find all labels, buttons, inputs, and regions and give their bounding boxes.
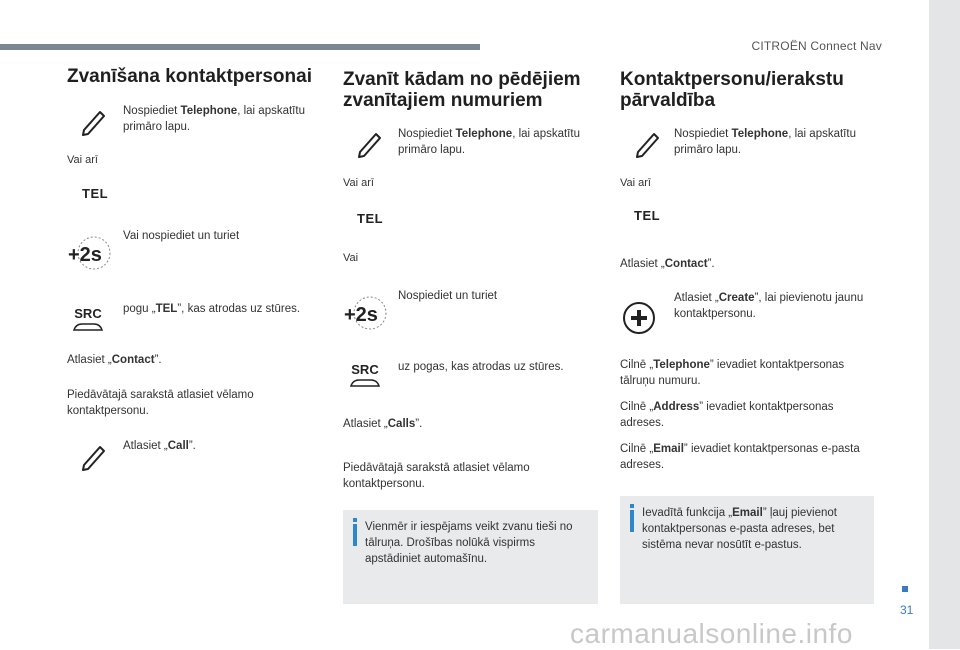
step-text: Piedāvātajā sarakstā atlasiet vēlamo kontaktpersonu.	[67, 389, 254, 417]
step-text: Nospiediet un turiet	[398, 290, 498, 302]
info-icon	[353, 518, 357, 522]
src-button-icon	[345, 362, 385, 396]
step-text: Cilnē „Telephone” ievadiet kontaktpersonas tālruņu numuru.	[620, 359, 845, 387]
info-icon-bar	[353, 524, 357, 546]
step-text: Atlasiet „Contact”.	[620, 258, 715, 270]
step-text: pogu „TEL”, kas atrodas uz stūres.	[123, 303, 301, 315]
src-label: SRC	[351, 362, 379, 377]
info-note	[343, 510, 598, 604]
brand-header: CITROËN Connect Nav	[751, 39, 882, 53]
step-text: Atlasiet „Call”.	[123, 440, 196, 452]
step-text: Cilnē „Email” ievadiet kontaktpersonas e-pasta adreses.	[620, 443, 860, 471]
tel-button-icon: TEL	[357, 211, 384, 226]
step-text: Atlasiet „Create”, lai pievienotu jaunu kontaktpersonu.	[674, 292, 864, 320]
step-text: Vai nospiediet un turiet	[123, 230, 240, 242]
section-title-call-contact: Zvanīšana kontaktpersonai	[67, 66, 312, 87]
or-label: Vai arī	[620, 177, 651, 189]
note-text: Ievadītā funkcija „Email” ļauj pievienot kontaktpersonas e-pasta adreses, bet sistēma nevar nosūtīt e-pastus.	[642, 507, 837, 551]
touch-pen-icon	[80, 106, 108, 138]
hold-2s-icon	[66, 234, 116, 272]
header-bar	[0, 44, 480, 50]
touch-pen-icon	[634, 128, 662, 160]
hold-2s-icon	[342, 294, 392, 332]
info-note	[620, 496, 874, 604]
step-text: Cilnē „Address” ievadiet kontaktpersonas adreses.	[620, 401, 834, 429]
page-marker	[902, 586, 908, 592]
section-title-manage-contacts: Kontaktpersonu/ierakstu pārvaldība	[620, 69, 844, 111]
page-side-strip	[929, 0, 960, 649]
touch-pen-icon	[80, 441, 108, 473]
page-number: 31	[900, 603, 914, 617]
or-label: Vai arī	[343, 177, 374, 189]
or-label: Vai arī	[67, 154, 98, 166]
step-text: Nospiediet Telephone, lai apskatītu primāro lapu.	[123, 105, 305, 133]
step-text: uz pogas, kas atrodas uz stūres.	[398, 361, 564, 373]
src-label: SRC	[74, 306, 102, 321]
steering-key-icon	[349, 378, 381, 388]
step-text: Nospiediet Telephone, lai apskatītu primāro lapu.	[398, 128, 580, 156]
section-title-recent-calls: Zvanīt kādam no pēdējiem zvanītajiem numuriem	[343, 69, 581, 111]
tel-button-icon: TEL	[82, 186, 109, 201]
steering-key-icon	[72, 322, 104, 332]
step-text: Piedāvātajā sarakstā atlasiet vēlamo kontaktpersonu.	[343, 462, 530, 490]
touch-pen-icon	[356, 128, 384, 160]
step-text: Atlasiet „Contact”.	[67, 354, 162, 366]
or-label: Vai	[343, 252, 359, 264]
info-icon	[630, 504, 634, 508]
tel-button-icon: TEL	[634, 208, 661, 223]
step-text: Nospiediet Telephone, lai apskatītu primāro lapu.	[674, 128, 856, 156]
info-icon-bar	[630, 510, 634, 532]
step-text: Atlasiet „Calls”.	[343, 418, 423, 430]
add-circle-icon	[622, 301, 656, 335]
note-text: Vienmēr ir iespējams veikt zvanu tieši no tālruņa. Drošības nolūkā vispirms apstādiniet automašīnu.	[365, 521, 573, 565]
watermark: carmanualsonline.info	[570, 618, 853, 649]
src-button-icon	[68, 306, 108, 340]
